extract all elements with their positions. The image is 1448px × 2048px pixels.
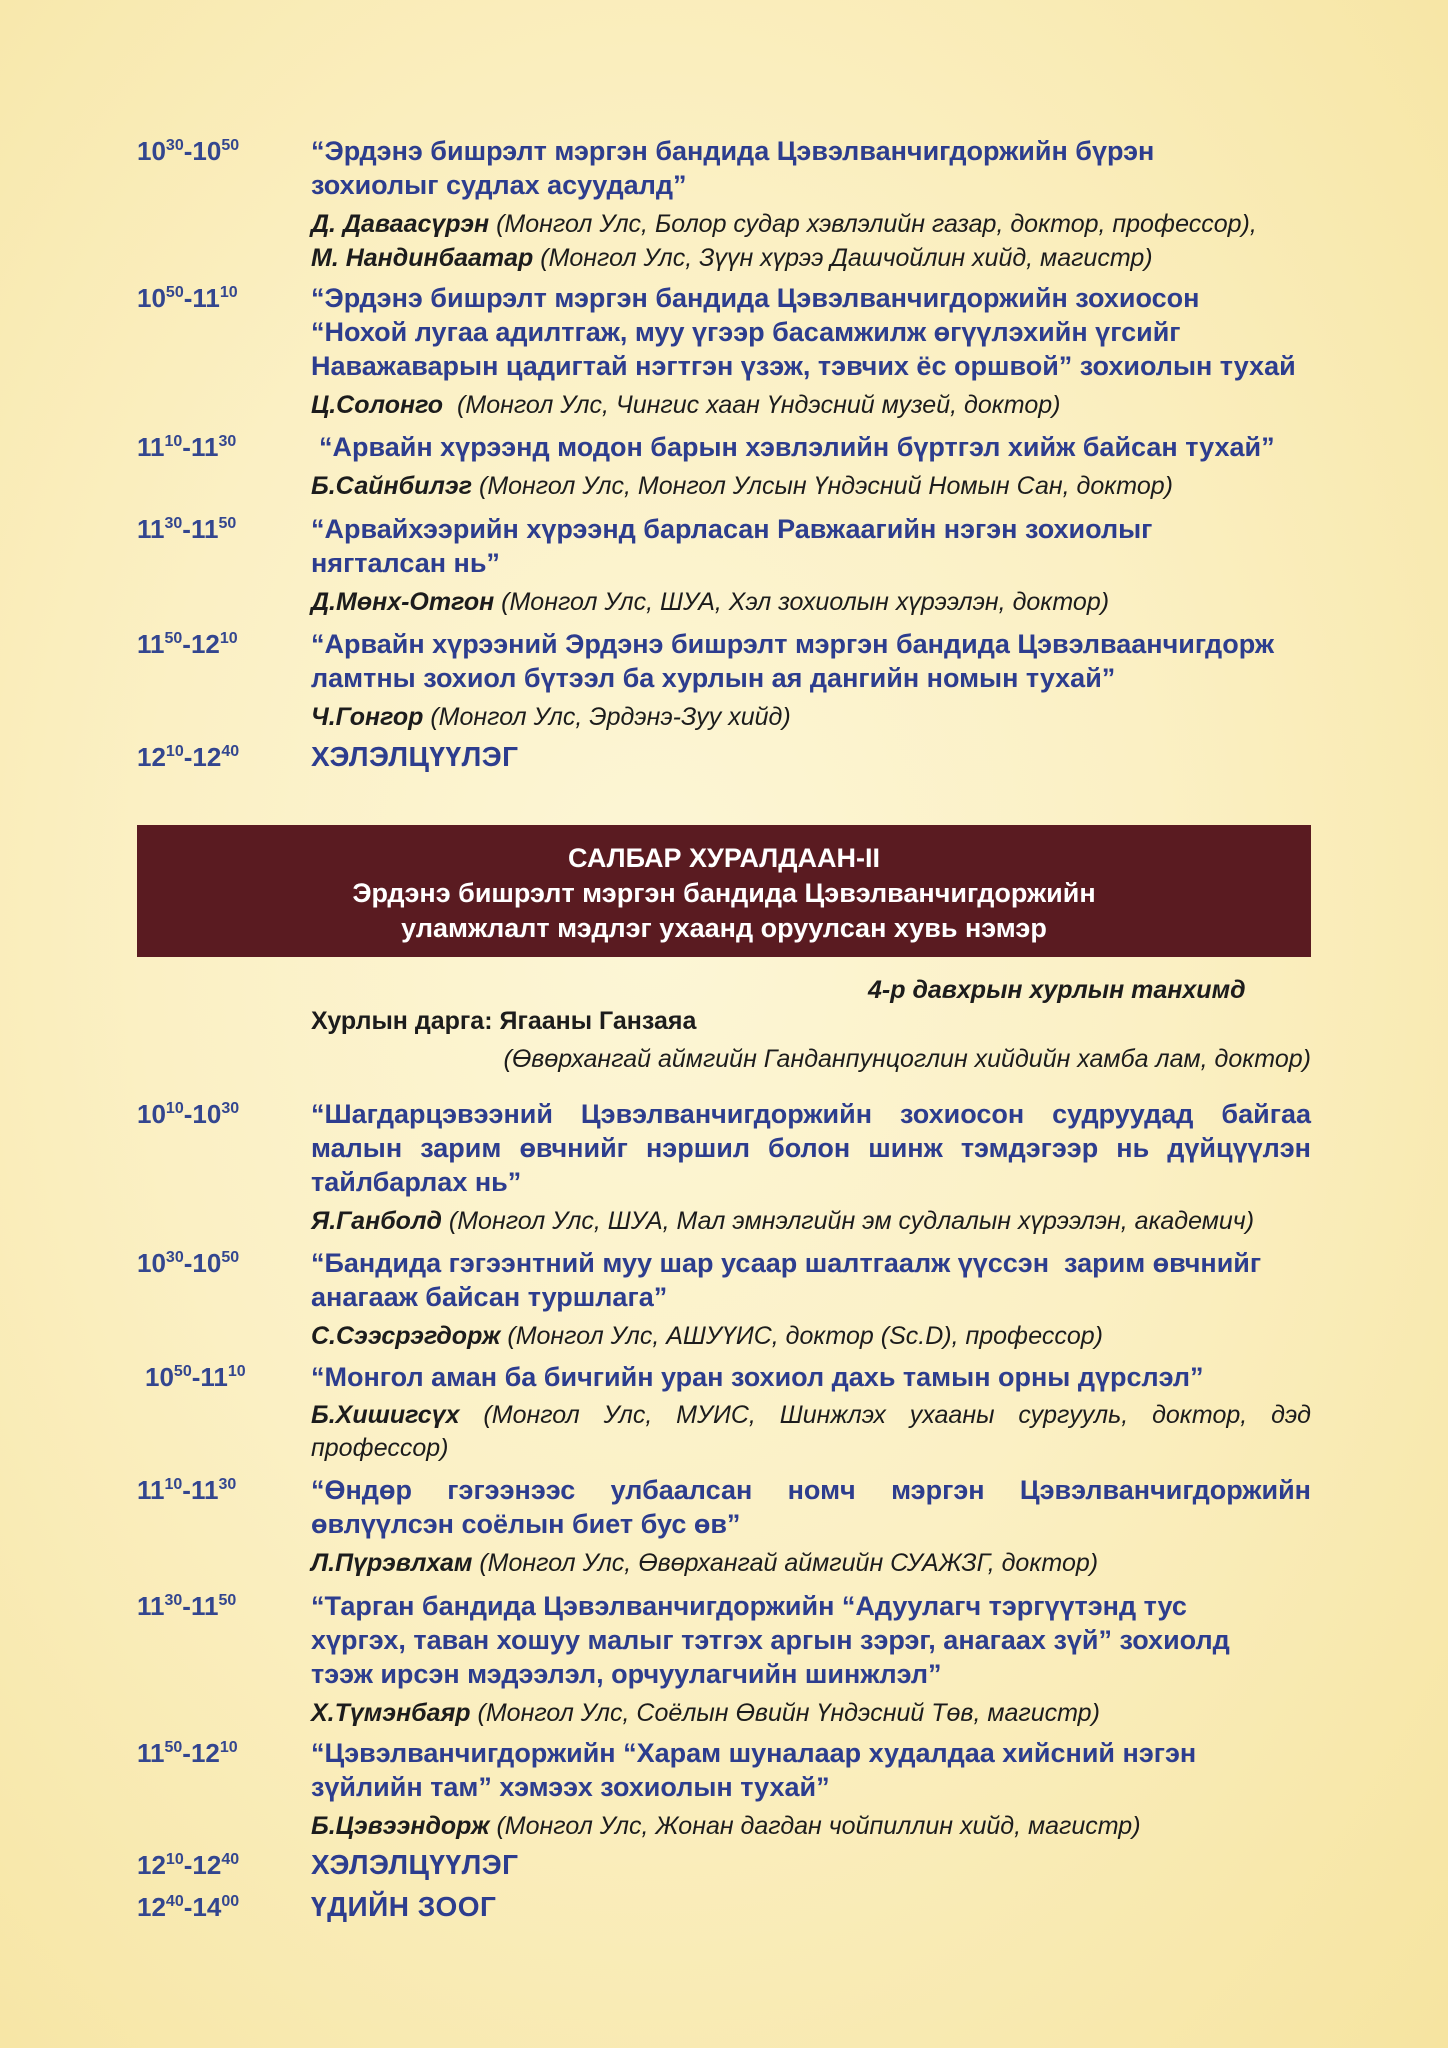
time-separator: - [183,742,193,772]
time-end-minute: 40 [221,1851,240,1868]
speaker-name: Л.Пүрэвлхам [311,1549,473,1577]
speaker-name: Ч.Гонгор [311,703,424,731]
time-start-hour: 12 [137,1850,166,1880]
time-end-minute: 10 [227,1363,246,1380]
speaker-name: Д. Даваасүрэн [311,210,490,238]
talk-title [311,134,1311,202]
talk-title-line: тайлбарлах нь” [311,1167,522,1197]
time-separator: - [182,629,191,659]
chair-affiliation: (Өвөрхангай аймгийн Ганданпунцоглин хийдийн хамба лам, доктор) [503,1045,1311,1073]
talk-title [311,512,1311,580]
speaker-name: Х.Түмэнбаяр [311,1699,471,1727]
time-start-minute: 10 [165,1851,184,1868]
speaker-affiliation: (Монгол Улс, Болор судар хэвлэлийн газар, доктор, профессор), [496,210,1257,238]
time-end-hour: 11 [192,283,220,313]
speaker-line [311,1546,1311,1580]
time-start-hour: 10 [137,136,166,166]
talk-title-line: “Арвайн хүрээний Эрдэнэ бишрэлт мэргэн бандида Цэвэлваанчигдорж [311,629,1274,659]
time-start-minute: 10 [165,1100,184,1117]
time-start-minute: 10 [164,433,183,450]
speaker-affiliation: (Монгол Улс, МУИС, Шинжлэх ухааны сургууль, доктор, дэд [483,1401,1312,1429]
time-separator: - [191,1362,201,1392]
program-item [137,1589,1311,1730]
talk-title-line: “Монгол аман ба бичгийн уран зохиол дахь тамын орны дүрслэл” [311,1362,1204,1392]
time-start-minute: 50 [165,284,184,301]
time-start-minute: 30 [165,1249,184,1266]
time-separator: - [182,1475,191,1505]
speaker-affiliation: (Монгол Улс, Зүүн хүрээ Дашчойлин хийд, магистр) [540,244,1153,272]
time-start-hour: 11 [137,514,165,544]
discussion-label: ХЭЛЭЛЦҮҮЛЭГ [311,741,519,772]
talk-title-line: “Тарган бандида Цэвэлванчигдоржийн “Адуулагч тэргүүтэнд тус [311,1591,1187,1621]
speaker-line [311,585,1311,619]
talk-title-line: өвлүүлсэн соёлын биет бус өв” [311,1509,741,1539]
time-start-minute: 50 [173,1363,192,1380]
speaker-line [311,1809,1311,1843]
talk-title [311,281,1311,383]
session-time [137,1246,239,1285]
speaker-affiliation: (Монгол Улс, Монгол Улсын Үндэсний Номын Сан, доктор) [479,472,1173,500]
talk-title [311,1589,1311,1691]
talk-title [311,1246,1311,1314]
time-start-hour: 12 [137,742,166,772]
speakers [311,1809,1311,1843]
time-end-minute: 10 [219,630,238,647]
program-item [137,281,1311,422]
speaker-name: Б.Сайнбилэг [311,472,473,500]
time-end-hour: 11 [190,514,219,544]
time-separator: - [183,1850,193,1880]
time-end-hour: 14 [192,1892,222,1922]
session-time [137,281,238,320]
item-body [311,1736,1311,1843]
program-item [137,1890,1311,1924]
time-start-minute: 30 [165,137,184,154]
speaker-affiliation: (Монгол Улс, АШУҮИС, доктор (Sc.D), профессор) [507,1322,1103,1350]
session-time [137,740,239,779]
program-item [137,1736,1311,1843]
item-body [311,740,1311,774]
lunch-label: ҮДИЙН ЗООГ [311,1891,497,1922]
item-body [311,1848,1311,1882]
session-time [137,627,238,666]
section-heading: САЛБАР ХУРАЛДААН-II [568,843,880,873]
time-start-hour: 11 [137,1738,165,1768]
item-body [311,1097,1311,1238]
talk-title-line: зохиолыг судлах асуудалд” [311,170,687,200]
session-time [137,430,236,469]
time-separator: - [183,283,193,313]
time-start-minute: 10 [165,743,184,760]
speakers [311,1319,1311,1353]
program-item [137,627,1311,734]
speaker-line [311,388,1311,422]
program-item [137,1360,1311,1465]
program-item [137,512,1311,619]
speaker-affiliation: (Монгол Улс, Жонан дагдан чойпиллин хийд, магистр) [496,1812,1141,1840]
session-time [137,1473,236,1512]
chair-label: Хурлын дарга: Ягааны Ганзаяа [311,1007,697,1035]
time-separator: - [183,1892,193,1922]
talk-title-line: тээж ирсэн мэдээлэл, орчуулагчийн шинжлэл” [311,1659,942,1689]
speakers [311,1399,1311,1465]
speakers [311,207,1311,275]
time-end-minute: 40 [221,743,240,760]
time-start-hour: 10 [145,1362,174,1392]
speaker-line [311,1432,1311,1465]
program-item [137,1097,1311,1238]
speaker-affiliation: (Монгол Улс, Чингис хаан Үндэсний музей, доктор) [457,391,1061,419]
time-separator: - [182,1591,191,1621]
talk-title [311,1473,1311,1541]
session-time [137,1736,238,1775]
program-item [137,1848,1311,1882]
time-start-hour: 12 [137,1892,166,1922]
speaker-line [311,1399,1311,1432]
item-body [311,281,1311,422]
time-start-minute: 50 [164,630,183,647]
item-body [311,627,1311,734]
session-time [137,134,239,173]
speakers [311,1696,1311,1730]
time-end-hour: 11 [190,432,219,462]
time-start-minute: 10 [164,1476,183,1493]
speaker-name: Б.Цэвээндорж [311,1812,490,1840]
section-theme-line: уламжлалт мэдлэг ухаанд оруулсан хувь нэмэр [401,913,1047,943]
talk-title-line: “Нохой лугаа адилтгаж, муу үгээр басамжилж өгүүлэхийн үгсийг [311,317,1181,347]
session-time [137,512,236,551]
time-start-hour: 10 [137,283,166,313]
time-separator: - [182,1738,191,1768]
session-time [137,1589,236,1628]
time-start-hour: 11 [137,629,165,659]
time-start-hour: 11 [137,1591,165,1621]
time-end-hour: 11 [190,1475,219,1505]
talk-title [311,430,1311,464]
speakers [311,700,1311,734]
time-end-minute: 00 [221,1893,240,1910]
time-end-minute: 50 [221,1249,240,1266]
speaker-line [311,1204,1311,1238]
item-body [311,1473,1311,1580]
time-start-minute: 30 [164,515,183,532]
talk-title-line: “Бандида гэгээнтний муу шар усаар шалтгаалж үүссэн зарим өвчнийг [311,1248,1262,1278]
time-end-minute: 50 [218,515,237,532]
talk-title-line: “Эрдэнэ бишрэлт мэргэн бандида Цэвэлванчигдоржийн бүрэн [311,136,1155,166]
speaker-name: Ц.Солонго [311,391,444,419]
speaker-name: М. Нандинбаатар [311,244,534,272]
time-end-hour: 10 [192,1099,222,1129]
time-end-minute: 30 [218,433,237,450]
time-separator: - [182,514,191,544]
session-time [137,1848,239,1887]
time-end-minute: 30 [218,1476,237,1493]
speaker-line [311,700,1311,734]
time-separator: - [183,136,193,166]
speakers [311,388,1311,422]
time-start-minute: 30 [164,1592,183,1609]
time-start-hour: 11 [137,1475,165,1505]
time-end-hour: 12 [190,629,220,659]
program-item [137,430,1311,503]
speaker-name: Б.Хишигсүх [311,1401,460,1429]
talk-title-line: нягталсан нь” [311,548,500,578]
session-time [137,1890,239,1929]
speaker-name: С.Сээсрэгдорж [311,1322,501,1350]
time-end-hour: 11 [190,1591,219,1621]
talk-title [311,1097,1311,1199]
time-end-minute: 10 [219,284,238,301]
time-separator: - [183,1099,193,1129]
time-end-minute: 50 [221,137,240,154]
program-item [137,134,1311,275]
talk-title [311,627,1311,695]
program-item [137,1473,1311,1580]
talk-title-line: хүргэх, таван хошуу малыг тэтгэх аргын зэрэг, анагаах зүй” зохиолд [311,1625,1230,1655]
speaker-line [311,1696,1311,1730]
time-start-hour: 10 [137,1248,166,1278]
speaker-line [311,469,1311,503]
time-end-minute: 50 [218,1592,237,1609]
speakers [311,1204,1311,1238]
talk-title [311,1360,1311,1394]
item-body [311,430,1311,503]
item-body [311,1890,1311,1924]
item-body [311,1589,1311,1730]
time-start-minute: 50 [164,1739,183,1756]
speaker-affiliation: (Монгол Улс, Өвөрхангай аймгийн СУАЖЗГ, доктор) [479,1549,1099,1577]
talk-title-line: “Өндөр гэгээнээс улбаалсан номч мэргэн Цэвэлванчигдоржийн [311,1475,1311,1505]
talk-title-line: зүйлийн там” хэмээх зохиолын тухай” [311,1772,830,1802]
time-end-hour: 10 [192,136,222,166]
section-banner [137,825,1311,957]
talk-title-line: Наважаварын цадигтай нэгтгэн үзэж, тэвчих ёс оршвой” зохиолын тухай [311,351,1296,381]
speaker-line [311,207,1311,241]
speaker-name: Я.Ганболд [311,1207,442,1235]
item-body [311,1246,1311,1353]
talk-title-line: “Цэвэлванчигдоржийн “Харам шуналаар худалдаа хийсний нэгэн [311,1738,1197,1768]
talk-title-line: “Эрдэнэ бишрэлт мэргэн бандида Цэвэлванчигдоржийн зохиосон [311,283,1200,313]
talk-title-line: анагааж байсан туршлага” [311,1282,668,1312]
session-time [145,1360,246,1399]
item-body [311,1360,1311,1465]
talk-title-line: “Арвайн хүрээнд модон барын хэвлэлийн бүртгэл хийж байсан тухай” [319,432,1275,462]
speaker-affiliation: (Монгол Улс, Соёлын Өвийн Үндэсний Төв, магистр) [477,1699,1100,1727]
talk-title-line: “Шагдарцэвээний Цэвэлванчигдоржийн зохиосон судруудад байгаа [311,1099,1311,1129]
venue-label: 4-р давхрын хурлын танхимд [868,976,1246,1004]
time-end-hour: 12 [192,1850,222,1880]
speaker-affiliation: (Монгол Улс, ШУА, Мал эмнэлгийн эм судлалын хүрээлэн, академич) [448,1207,1255,1235]
speaker-line [311,241,1311,275]
time-end-hour: 10 [192,1248,222,1278]
time-separator: - [182,432,191,462]
speakers [311,1546,1311,1580]
time-end-minute: 30 [221,1100,240,1117]
talk-title-line: “Арвайхээрийн хүрээнд барласан Равжаагийн нэгэн зохиолыг [311,514,1153,544]
time-end-hour: 12 [190,1738,220,1768]
speaker-line [311,1319,1311,1353]
talk-title-line: ламтны зохиол бүтээл ба хурлын ая дангийн номын тухай” [311,663,1116,693]
session-time [137,1097,239,1136]
time-start-minute: 40 [165,1893,184,1910]
discussion-label: ХЭЛЭЛЦҮҮЛЭГ [311,1849,519,1880]
time-end-hour: 12 [192,742,222,772]
section-theme-line: Эрдэнэ бишрэлт мэргэн бандида Цэвэлванчигдоржийн [352,878,1096,908]
speaker-name: Д.Мөнх-Отгон [311,588,495,616]
talk-title [311,1736,1311,1804]
program-item [137,1246,1311,1353]
time-start-hour: 11 [137,432,165,462]
program-item [137,740,1311,774]
speaker-affiliation-continued: профессор) [311,1434,449,1462]
time-end-minute: 10 [219,1739,238,1756]
item-body [311,134,1311,275]
time-start-hour: 10 [137,1099,166,1129]
item-body [311,512,1311,619]
time-separator: - [183,1248,193,1278]
time-end-hour: 11 [200,1362,228,1392]
speaker-affiliation: (Монгол Улс, ШУА, Хэл зохиолын хүрээлэн, доктор) [501,588,1110,616]
speaker-affiliation: (Монгол Улс, Эрдэнэ-Зуу хийд) [430,703,791,731]
speakers [311,585,1311,619]
talk-title-line: малын зарим өвчнийг нэршил болон шинж тэмдэгээр нь дүйцүүлэн [311,1133,1311,1163]
speakers [311,469,1311,503]
